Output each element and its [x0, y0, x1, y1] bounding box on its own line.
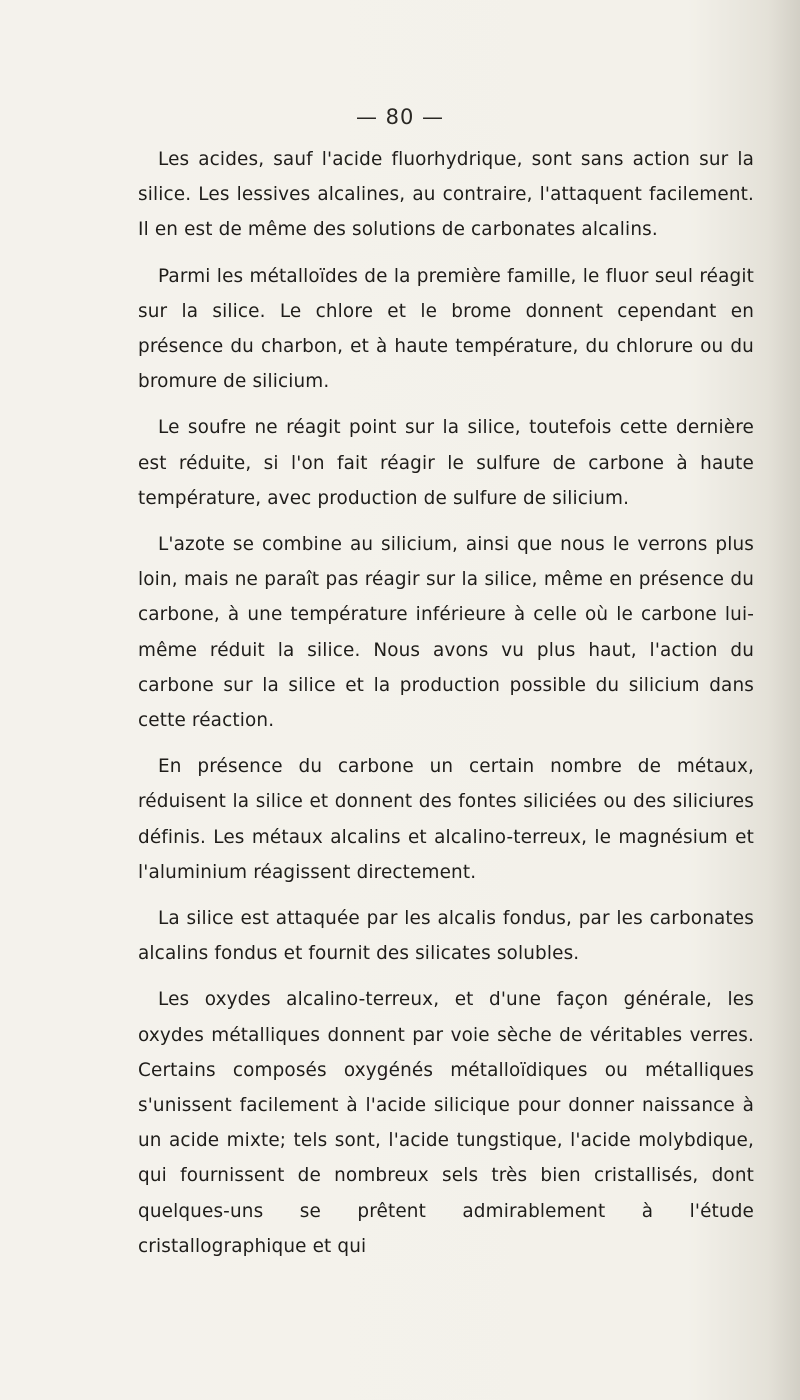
paragraph-acids: Les acides, sauf l'acide fluorhydrique, sont sans action sur la silice. Les lessives alcalines, au contraire, l'attaquent facilement. Il en est de même des solutions de carbonates alcalins. — [138, 149, 754, 241]
paragraph-oxides: Les oxydes alcalino-terreux, et d'une façon générale, les oxydes métalliques donnent par voie sèche de véritables verres. Certains composés oxygénés métalloïdiques ou métalliques s'unissent facilement à l'acide silicique pour donner naissance à un acide mixte; tels sont, l'acide tungstique, l'acide molybdique, qui fournissent de nombreux sels très bien cristallisés, dont quelques-uns se prêtent admirablement à l'étude cristallographique et qui — [138, 989, 754, 1257]
page-number: — 80 — — [355, 105, 445, 129]
paragraph-alkalis: La silice est attaquée par les alcalis fondus, par les carbonates alcalins fondus et fournit des silicates solubles. — [138, 908, 754, 965]
paragraph-sulfur: Le soufre ne réagit point sur la silice, toutefois cette dernière est réduite, si l'on fait réagir le sulfure de carbone à haute température, avec production de sulfure de silicium. — [138, 417, 754, 509]
paragraph-metals: En présence du carbone un certain nombre de métaux, réduisent la silice et donnent des fontes siliciées ou des siliciures définis. Les métaux alcalins et alcalino-terreux, le magnésium et l'aluminium réagissent directement. — [138, 756, 754, 883]
paragraph-nitrogen: L'azote se combine au silicium, ainsi que nous le verrons plus loin, mais ne paraît pas réagir sur la silice, même en présence du carbone, à une température inférieure à celle où le carbone lui-même réduit la silice. Nous avons vu plus haut, l'action du carbone sur la silice et la production possible du silicium dans cette réaction. — [138, 534, 754, 732]
paragraph-metalloids: Parmi les métalloïdes de la première famille, le fluor seul réagit sur la silice. Le chlore et le brome donnent cependant en présence du charbon, et à haute température, du chlorure ou du bromure de silicium. — [138, 265, 754, 393]
body-text — [138, 142, 754, 1264]
